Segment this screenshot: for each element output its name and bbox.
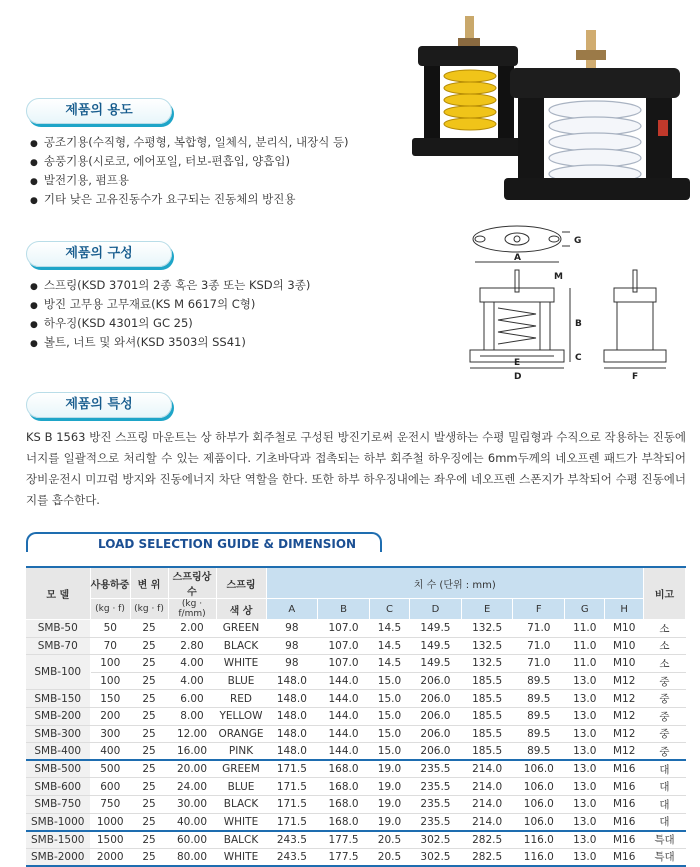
table-cell-k: 40.00 [168, 813, 216, 831]
section-tab-composition: 제품의 구성 [26, 241, 172, 267]
dimension-drawing [462, 222, 692, 384]
table-cell-f: 106.0 [513, 795, 565, 813]
table-cell-load: 50 [90, 620, 130, 638]
table-cell-remark: 대 [644, 795, 686, 813]
list-item: ● 하우징(KSD 4301의 GC 25) [30, 314, 310, 333]
col-model: 모 델 [26, 567, 90, 620]
col-dim-g: G [565, 599, 605, 620]
table-cell-d: 206.0 [410, 743, 462, 761]
table-row [26, 848, 686, 866]
col-spring-const-unit: (kg · f/mm) [168, 599, 216, 620]
table-cell-c: 15.0 [369, 690, 409, 708]
table-cell-load: 300 [90, 725, 130, 743]
table-cell-h: M16 [605, 813, 644, 831]
table-cell-f: 89.5 [513, 707, 565, 725]
table-cell-color: BALCK [216, 831, 266, 849]
table-cell-remark: 특대 [644, 831, 686, 849]
table-cell-color: BLUE [216, 672, 266, 690]
table-cell-k: 12.00 [168, 725, 216, 743]
table-cell-k: 60.00 [168, 831, 216, 849]
list-item: ● 기타 낮은 고유진동수가 요구되는 진동체의 방진용 [30, 190, 349, 209]
col-load: 사용하중 [90, 567, 130, 599]
table-cell-a: 243.5 [266, 831, 318, 849]
label-e: E [514, 358, 521, 368]
guide-title: LOAD SELECTION GUIDE & DIMENSION [26, 532, 382, 552]
label-d: D [514, 372, 522, 382]
label-a: A [514, 253, 521, 263]
table-row [26, 778, 686, 796]
label-c: C [575, 353, 582, 363]
table-cell-model: SMB-1500 [26, 831, 90, 849]
table-cell-d: 302.5 [410, 831, 462, 849]
table-cell-e: 132.5 [461, 620, 513, 638]
table-cell-g: 11.0 [565, 637, 605, 655]
col-dim-a: A [266, 599, 318, 620]
table-cell-h: M12 [605, 672, 644, 690]
table-cell-b: 177.5 [318, 848, 370, 866]
table-cell-d: 235.5 [410, 813, 462, 831]
table-cell-f: 116.0 [513, 831, 565, 849]
table-row [26, 707, 686, 725]
table-cell-a: 98 [266, 655, 318, 673]
table-cell-c: 14.5 [369, 655, 409, 673]
table-cell-d: 206.0 [410, 707, 462, 725]
table-cell-a: 171.5 [266, 813, 318, 831]
table-cell-b: 168.0 [318, 813, 370, 831]
table-cell-f: 89.5 [513, 672, 565, 690]
col-spring-color-2: 색 상 [216, 599, 266, 620]
table-cell-load: 100 [90, 655, 130, 673]
table-cell-f: 71.0 [513, 620, 565, 638]
table-cell-def: 25 [130, 725, 168, 743]
table-cell-color: RED [216, 690, 266, 708]
table-cell-c: 20.5 [369, 831, 409, 849]
table-cell-k: 4.00 [168, 655, 216, 673]
table-cell-g: 13.0 [565, 760, 605, 778]
col-dim-d: D [410, 599, 462, 620]
table-cell-b: 107.0 [318, 637, 370, 655]
table-cell-load: 600 [90, 778, 130, 796]
table-cell-remark: 소 [644, 637, 686, 655]
table-cell-model: SMB-2000 [26, 848, 90, 866]
table-cell-h: M12 [605, 707, 644, 725]
table-cell-e: 185.5 [461, 672, 513, 690]
table-cell-b: 144.0 [318, 725, 370, 743]
table-cell-color: WHITE [216, 813, 266, 831]
table-cell-load: 1500 [90, 831, 130, 849]
table-cell-model: SMB-70 [26, 637, 90, 655]
table-cell-load: 2000 [90, 848, 130, 866]
table-cell-a: 148.0 [266, 743, 318, 761]
table-cell-h: M10 [605, 637, 644, 655]
table-cell-g: 13.0 [565, 707, 605, 725]
table-cell-c: 14.5 [369, 620, 409, 638]
table-cell-remark: 중 [644, 707, 686, 725]
table-cell-d: 235.5 [410, 760, 462, 778]
table-cell-g: 11.0 [565, 620, 605, 638]
table-cell-model: SMB-50 [26, 620, 90, 638]
table-cell-remark: 소 [644, 655, 686, 673]
table-cell-b: 144.0 [318, 743, 370, 761]
col-dim-c: C [369, 599, 409, 620]
table-cell-f: 89.5 [513, 725, 565, 743]
table-cell-f: 89.5 [513, 690, 565, 708]
table-cell-def: 25 [130, 637, 168, 655]
table-cell-d: 206.0 [410, 690, 462, 708]
table-cell-g: 13.0 [565, 725, 605, 743]
table-cell-color: GREEM [216, 760, 266, 778]
table-cell-load: 200 [90, 707, 130, 725]
col-deflection: 변 위 [130, 567, 168, 599]
table-cell-remark: 소 [644, 620, 686, 638]
table-body [26, 620, 686, 866]
table-cell-b: 177.5 [318, 831, 370, 849]
col-deflection-unit: (kg · f) [130, 599, 168, 620]
table-cell-load: 750 [90, 795, 130, 813]
table-cell-model: SMB-750 [26, 795, 90, 813]
col-load-unit: (kg · f) [90, 599, 130, 620]
list-item: ● 발전기용, 펌프용 [30, 171, 349, 190]
table-cell-f: 116.0 [513, 848, 565, 866]
table-row [26, 813, 686, 831]
col-dim-e: E [461, 599, 513, 620]
table-cell-def: 25 [130, 707, 168, 725]
load-selection-table [26, 566, 686, 867]
table-cell-color: GREEN [216, 620, 266, 638]
table-cell-load: 70 [90, 637, 130, 655]
table-row [26, 620, 686, 638]
label-b: B [575, 319, 582, 329]
table-cell-e: 282.5 [461, 831, 513, 849]
table-cell-remark: 대 [644, 760, 686, 778]
col-dim-b: B [318, 599, 370, 620]
table-cell-b: 107.0 [318, 620, 370, 638]
table-row [26, 743, 686, 761]
table-cell-h: M16 [605, 848, 644, 866]
table-cell-c: 15.0 [369, 672, 409, 690]
table-cell-k: 2.00 [168, 620, 216, 638]
table-cell-g: 13.0 [565, 778, 605, 796]
table-cell-g: 13.0 [565, 795, 605, 813]
table-cell-e: 132.5 [461, 637, 513, 655]
table-cell-h: M10 [605, 620, 644, 638]
table-cell-def: 25 [130, 620, 168, 638]
label-m: M [554, 272, 563, 282]
table-cell-e: 282.5 [461, 848, 513, 866]
table-cell-color: BLACK [216, 795, 266, 813]
table-cell-model: SMB-300 [26, 725, 90, 743]
table-cell-def: 25 [130, 690, 168, 708]
table-cell-d: 235.5 [410, 795, 462, 813]
table-cell-d: 302.5 [410, 848, 462, 866]
list-item: ● 방진 고무용 고무재료(KS M 6617의 C형) [30, 295, 310, 314]
table-cell-f: 71.0 [513, 637, 565, 655]
table-cell-model: SMB-150 [26, 690, 90, 708]
table-cell-e: 214.0 [461, 813, 513, 831]
table-cell-f: 106.0 [513, 813, 565, 831]
features-paragraph: KS B 1563 방진 스프링 마운트는 상 하부가 회주철로 구성된 방진기로써 운전시 발생하는 수평 밀림형과 수직으로 작용하는 진동에너지를 일괄적으로 처리할 수 있는 제품이다. 기초바닥과 접촉되는 하부 회주철 하우징에는 6mm두께의 네오프렌 패드가 부착되어 장비운전시 미끄럼 방지와 진동에너지 차단 역할을 한다. 또한 하부 하우징내에는 좌우에 네오프렌 스폰지가 부착되어 수평 진동에너지를 흡수한다. [26, 430, 686, 507]
table-cell-a: 171.5 [266, 795, 318, 813]
table-cell-b: 144.0 [318, 707, 370, 725]
table-cell-c: 15.0 [369, 707, 409, 725]
table-cell-remark: 대 [644, 813, 686, 831]
table-cell-color: ORANGE [216, 725, 266, 743]
table-cell-f: 106.0 [513, 760, 565, 778]
table-cell-d: 149.5 [410, 655, 462, 673]
table-cell-b: 144.0 [318, 690, 370, 708]
table-cell-model: SMB-200 [26, 707, 90, 725]
col-spring-color: 스프링 [216, 567, 266, 599]
table-cell-color: WHITE [216, 848, 266, 866]
col-remark: 비고 [644, 567, 686, 620]
table-row [26, 795, 686, 813]
label-f: F [632, 372, 639, 382]
table-cell-k: 20.00 [168, 760, 216, 778]
table-cell-k: 4.00 [168, 672, 216, 690]
table-cell-a: 98 [266, 637, 318, 655]
table-cell-k: 8.00 [168, 707, 216, 725]
table-cell-k: 30.00 [168, 795, 216, 813]
table-cell-c: 15.0 [369, 743, 409, 761]
table-cell-g: 13.0 [565, 813, 605, 831]
list-item: ● 송풍기용(시로코, 에어포일, 터보-편흡입, 양흡입) [30, 152, 349, 171]
table-cell-def: 25 [130, 655, 168, 673]
table-cell-e: 185.5 [461, 707, 513, 725]
table-cell-g: 13.0 [565, 831, 605, 849]
table-cell-a: 148.0 [266, 672, 318, 690]
table-cell-f: 89.5 [513, 743, 565, 761]
table-cell-h: M16 [605, 831, 644, 849]
table-cell-c: 19.0 [369, 778, 409, 796]
table-row [26, 725, 686, 743]
table-cell-def: 25 [130, 795, 168, 813]
table-cell-d: 149.5 [410, 620, 462, 638]
table-cell-color: PINK [216, 743, 266, 761]
col-spring-const: 스프링상수 [168, 567, 216, 599]
table-cell-def: 25 [130, 743, 168, 761]
list-item: ● 볼트, 너트 및 와셔(KSD 3503의 SS41) [30, 333, 310, 352]
table-cell-model: SMB-400 [26, 743, 90, 761]
table-cell-c: 19.0 [369, 813, 409, 831]
table-cell-k: 24.00 [168, 778, 216, 796]
table-cell-model: SMB-600 [26, 778, 90, 796]
table-cell-c: 14.5 [369, 637, 409, 655]
list-item: ● 스프링(KSD 3701의 2종 혹은 3종 또는 KSD의 3종) [30, 276, 310, 295]
table-cell-e: 214.0 [461, 795, 513, 813]
table-cell-h: M12 [605, 743, 644, 761]
table-cell-d: 206.0 [410, 672, 462, 690]
table-cell-a: 171.5 [266, 760, 318, 778]
table-cell-f: 106.0 [513, 778, 565, 796]
table-cell-model: SMB-500 [26, 760, 90, 778]
table-row [26, 672, 686, 690]
table-cell-load: 1000 [90, 813, 130, 831]
table-cell-def: 25 [130, 672, 168, 690]
label-g: G [574, 236, 582, 246]
small-mount-image [412, 16, 524, 156]
section-tab-features: 제품의 특성 [26, 392, 172, 418]
table-cell-remark: 중 [644, 725, 686, 743]
table-cell-d: 206.0 [410, 725, 462, 743]
table-cell-g: 13.0 [565, 690, 605, 708]
table-cell-remark: 중 [644, 672, 686, 690]
table-cell-a: 171.5 [266, 778, 318, 796]
table-cell-c: 20.5 [369, 848, 409, 866]
table-cell-color: BLACK [216, 637, 266, 655]
table-row [26, 637, 686, 655]
table-cell-e: 185.5 [461, 725, 513, 743]
table-cell-k: 2.80 [168, 637, 216, 655]
table-cell-load: 500 [90, 760, 130, 778]
table-cell-model: SMB-100 [26, 655, 90, 690]
table-cell-b: 144.0 [318, 672, 370, 690]
table-cell-b: 168.0 [318, 778, 370, 796]
table-cell-h: M10 [605, 655, 644, 673]
usage-list [30, 133, 349, 209]
table-cell-def: 25 [130, 760, 168, 778]
table-cell-load: 400 [90, 743, 130, 761]
table-cell-c: 15.0 [369, 725, 409, 743]
table-cell-g: 13.0 [565, 672, 605, 690]
table-cell-def: 25 [130, 831, 168, 849]
table-cell-model: SMB-1000 [26, 813, 90, 831]
table-cell-h: M16 [605, 778, 644, 796]
table-cell-g: 11.0 [565, 655, 605, 673]
table-cell-b: 168.0 [318, 760, 370, 778]
table-cell-a: 148.0 [266, 725, 318, 743]
table-cell-a: 148.0 [266, 707, 318, 725]
table-cell-def: 25 [130, 848, 168, 866]
table-cell-k: 80.00 [168, 848, 216, 866]
table-cell-e: 214.0 [461, 778, 513, 796]
col-dim-h: H [605, 599, 644, 620]
table-cell-remark: 중 [644, 690, 686, 708]
table-cell-h: M16 [605, 760, 644, 778]
table-cell-e: 185.5 [461, 690, 513, 708]
table-cell-c: 19.0 [369, 795, 409, 813]
table-cell-a: 98 [266, 620, 318, 638]
table-cell-h: M12 [605, 725, 644, 743]
table-cell-load: 100 [90, 672, 130, 690]
table-cell-color: BLUE [216, 778, 266, 796]
table-cell-def: 25 [130, 778, 168, 796]
large-mount-image [504, 30, 690, 200]
col-dimension: 치 수 (단위 : mm) [266, 567, 644, 599]
table-cell-f: 71.0 [513, 655, 565, 673]
table-cell-d: 149.5 [410, 637, 462, 655]
table-cell-k: 16.00 [168, 743, 216, 761]
table-cell-e: 185.5 [461, 743, 513, 761]
table-cell-color: WHITE [216, 655, 266, 673]
table-cell-load: 150 [90, 690, 130, 708]
table-cell-a: 148.0 [266, 690, 318, 708]
col-dim-f: F [513, 599, 565, 620]
list-item: ● 공조기용(수직형, 수평형, 복합형, 일체식, 분리식, 내장식 등) [30, 133, 349, 152]
table-cell-g: 13.0 [565, 848, 605, 866]
table-cell-h: M12 [605, 690, 644, 708]
table-cell-a: 243.5 [266, 848, 318, 866]
table-cell-b: 168.0 [318, 795, 370, 813]
table-row [26, 831, 686, 849]
table-cell-remark: 특대 [644, 848, 686, 866]
table-cell-b: 107.0 [318, 655, 370, 673]
table-row [26, 690, 686, 708]
table-cell-e: 132.5 [461, 655, 513, 673]
table-cell-g: 13.0 [565, 743, 605, 761]
composition-list [30, 276, 310, 352]
table-cell-d: 235.5 [410, 778, 462, 796]
section-tab-usage: 제품의 용도 [26, 98, 172, 124]
table-cell-def: 25 [130, 813, 168, 831]
table-cell-color: YELLOW [216, 707, 266, 725]
table-cell-remark: 중 [644, 743, 686, 761]
table-cell-c: 19.0 [369, 760, 409, 778]
table-cell-remark: 대 [644, 778, 686, 796]
product-photo [410, 10, 695, 205]
table-cell-e: 214.0 [461, 760, 513, 778]
table-row [26, 655, 686, 673]
table-cell-k: 6.00 [168, 690, 216, 708]
table-cell-h: M16 [605, 795, 644, 813]
table-row [26, 760, 686, 778]
